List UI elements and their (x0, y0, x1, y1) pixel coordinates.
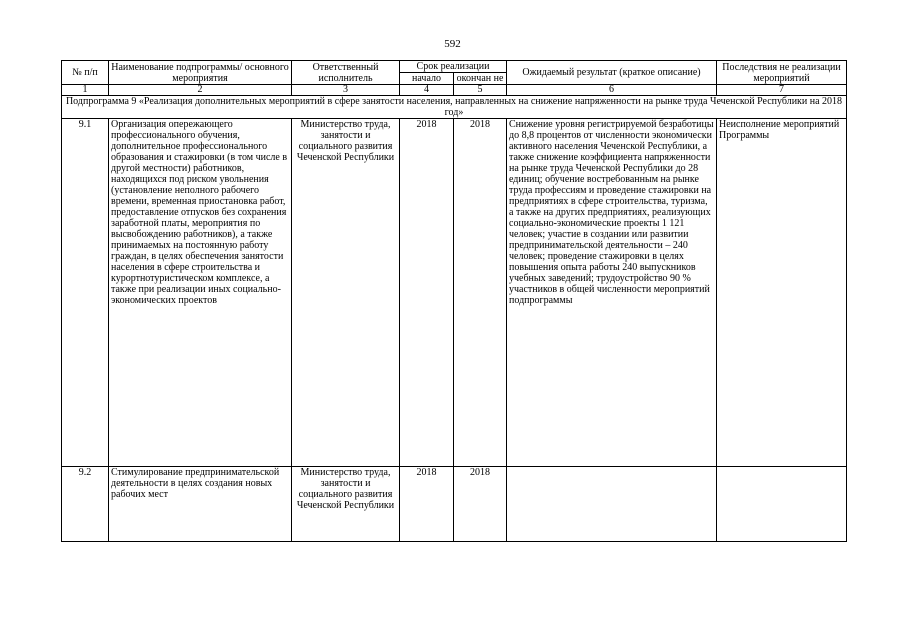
row-consequences (717, 467, 847, 542)
row-result (507, 467, 717, 542)
header-executor: Ответственный исполнитель (292, 61, 400, 85)
row-result: Снижение уровня регистрируемой безработицы до 8,8 процентов от численности экономически активного населения Чеченской Республики, а также снижение коэффициента напряженности на рынке труда Чеченской Республики до 28 единиц; обучение востребованным на рынке труда профессиям и проведение стажировки на предприятиях в сфере строительства, туризма, а также на других предприятиях, реализующих социально-экономические проекты 1 121 человек; участие в создании или развитии предпринимательской деятельности – 240 человек; проведение стажировки в целях повышения опыта работы 240 выпускников учебных заведений; трудоустройство 90 % участников в общей численности мероприятий подпрограммы (507, 119, 717, 467)
table-row (62, 467, 847, 542)
row-consequences: Неисполнение мероприятий Программы (717, 119, 847, 467)
section-title: Подпрограмма 9 «Реализация дополнительных мероприятий в сфере занятости населения, направленных на снижение напряженности на рынке труда Чеченской Республики на 2018 год» (62, 96, 847, 119)
page-number: 592 (444, 38, 461, 50)
column-number: 3 (292, 85, 400, 96)
column-number: 7 (717, 85, 847, 96)
row-start: 2018 (400, 119, 454, 467)
column-number-row (62, 85, 847, 96)
table-row (62, 119, 847, 467)
header-row (62, 61, 847, 73)
row-executor: Министерство труда, занятости и социального развития Чеченской Республики (292, 467, 400, 542)
header-result: Ожидаемый результат (краткое описание) (507, 61, 717, 85)
row-num: 9.1 (62, 119, 109, 467)
header-end: окончан не (454, 73, 507, 85)
header-consequences: Последствия не реализации мероприятий (717, 61, 847, 85)
header-num: № п/п (62, 61, 109, 85)
section-row (62, 96, 847, 119)
column-number: 2 (109, 85, 292, 96)
header-start: начало (400, 73, 454, 85)
row-name: Организация опережающего профессионального обучения, дополнительное профессионального образования и стажировки (в том числе в другой местности) работников, находящихся под риском увольнения (установление неполного рабочего времени, временная приостановка работ, предоставление отпусков без сохранения заработной платы, мероприятия по высвобождению работников), а также принимаемых на постоянную работу граждан, в целях обеспечения занятости населения в сфере строительства и курортнотуристическом комплексе, а также при реализации иных социально-экономических проектов (109, 119, 292, 467)
header-name: Наименование подпрограммы/ основного мероприятия (109, 61, 292, 85)
column-number: 4 (400, 85, 454, 96)
row-name: Стимулирование предпринимательской деятельности в целях создания новых рабочих мест (109, 467, 292, 542)
row-executor: Министерство труда, занятости и социального развития Чеченской Республики (292, 119, 400, 467)
program-table (61, 60, 847, 542)
row-num: 9.2 (62, 467, 109, 542)
column-number: 5 (454, 85, 507, 96)
row-end: 2018 (454, 467, 507, 542)
row-start: 2018 (400, 467, 454, 542)
row-end: 2018 (454, 119, 507, 467)
column-number: 6 (507, 85, 717, 96)
header-period: Срок реализации (400, 61, 507, 73)
column-number: 1 (62, 85, 109, 96)
